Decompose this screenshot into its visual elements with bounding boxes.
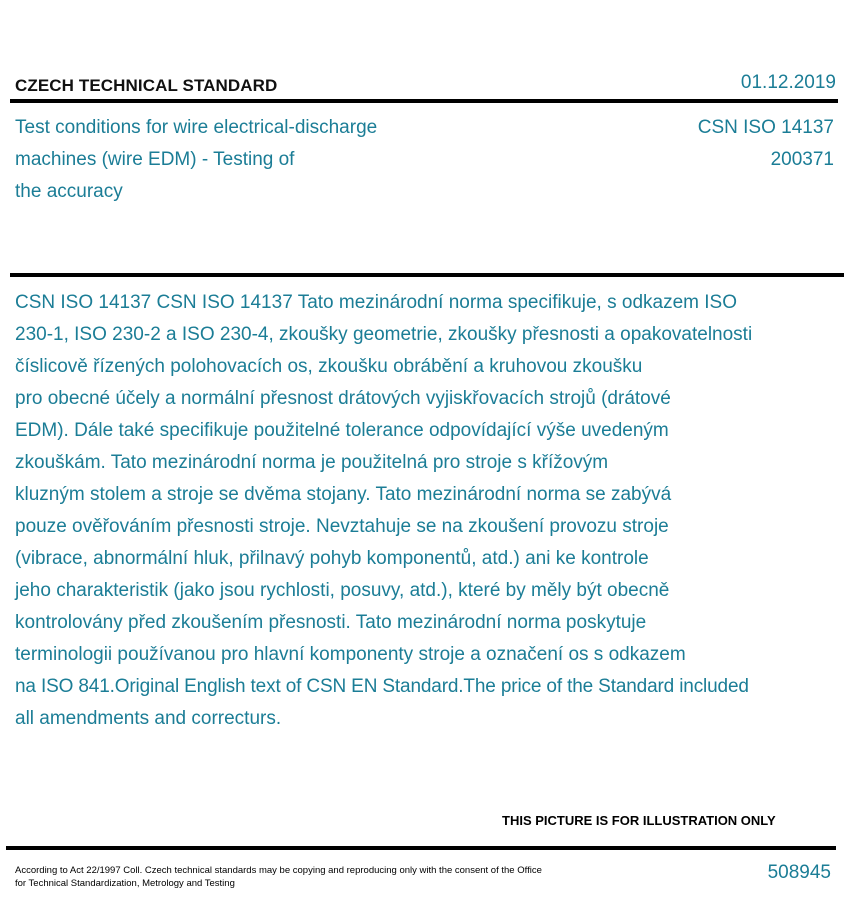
- abstract-line: číslicově řízených polohovacích os, zkoušku obrábění a kruhovou zkoušku: [15, 356, 643, 377]
- standard-title-line: the accuracy: [15, 181, 123, 202]
- abstract-line: kluzným stolem a stroje se dvěma stojany. Tato mezinárodní norma se zabývá: [15, 484, 672, 505]
- standard-code: CSN ISO 14137: [697, 117, 834, 138]
- title-divider: [10, 273, 844, 277]
- legal-notice-line: for Technical Standardization, Metrology and Testing: [15, 878, 235, 889]
- abstract-line: all amendments and correcturs.: [15, 708, 282, 729]
- standard-title-line: Test conditions for wire electrical-discharge: [15, 117, 378, 138]
- abstract-line: kontrolovány před zkoušením přesnosti. Tato mezinárodní norma poskytuje: [15, 612, 647, 633]
- abstract-line: zkouškám. Tato mezinárodní norma je použitelná pro stroje s křížovým: [15, 452, 609, 473]
- abstract-line: 230-1, ISO 230-2 a ISO 230-4, zkoušky geometrie, zkoušky přesnosti a opakovatelnosti: [15, 324, 753, 345]
- footer-divider: [6, 846, 836, 850]
- product-id: 508945: [767, 862, 831, 883]
- abstract-line: (vibrace, abnormální hluk, přilnavý pohyb komponentů, atd.) ani ke kontrole: [15, 548, 649, 569]
- abstract-line: CSN ISO 14137 CSN ISO 14137 Tato mezinárodní norma specifikuje, s odkazem ISO: [15, 292, 737, 313]
- header-divider: [10, 99, 838, 103]
- abstract-line: terminologii používanou pro hlavní komponenty stroje a označení os s odkazem: [15, 644, 686, 665]
- standard-title-line: machines (wire EDM) - Testing of: [15, 149, 295, 170]
- document-type-label: CZECH TECHNICAL STANDARD: [15, 76, 278, 95]
- abstract-line: EDM). Dále také specifikuje použitelné tolerance odpovídající výše uvedeným: [15, 420, 669, 441]
- abstract-line: na ISO 841.Original English text of CSN EN Standard.The price of the Standard included: [15, 676, 749, 697]
- illustration-disclaimer: THIS PICTURE IS FOR ILLUSTRATION ONLY: [502, 813, 776, 828]
- publication-date: 01.12.2019: [740, 72, 836, 93]
- legal-notice-line: According to Act 22/1997 Coll. Czech technical standards may be copying and reproducing only with the consent of the Office: [15, 865, 542, 876]
- abstract-line: pouze ověřováním přesnosti stroje. Nevztahuje se na zkoušení provozu stroje: [15, 516, 669, 537]
- abstract-line: jeho charakteristik (jako jsou rychlosti, posuvy, atd.), které by měly být obecně: [15, 580, 670, 601]
- abstract-line: pro obecné účely a normální přesnost drátových vyjiskřovacích strojů (drátové: [15, 388, 671, 409]
- catalog-number: 200371: [770, 149, 834, 170]
